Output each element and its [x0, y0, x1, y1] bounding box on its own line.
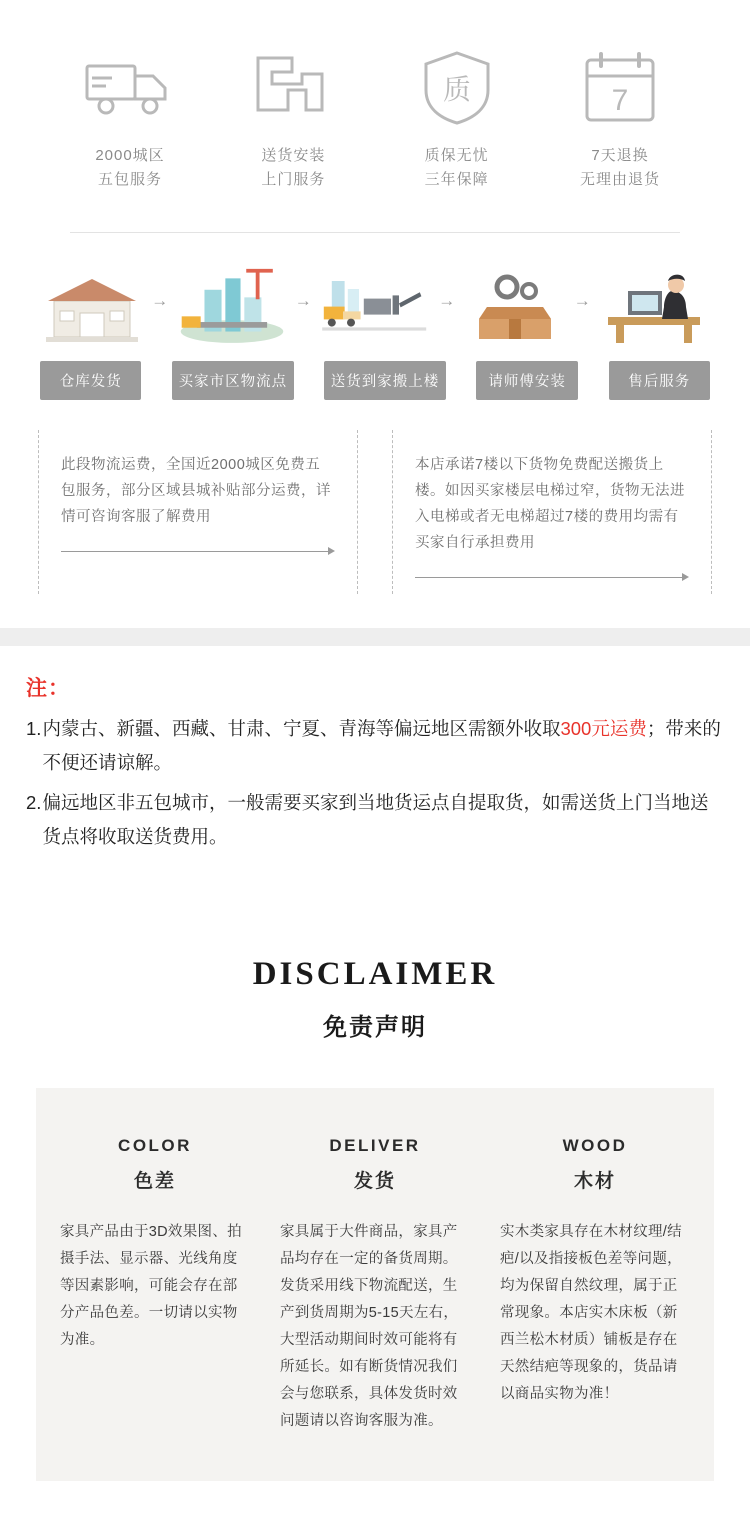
notice-title: 注：: [26, 677, 70, 700]
service-line-1: 7天退换: [591, 147, 649, 164]
label-gap: [294, 361, 325, 400]
box-tools-icon: [463, 261, 567, 347]
logistics-note-right-text: 本店承诺7楼以下货物免费配送搬货上楼。如因买家楼层电梯过窄，货物无法进入电梯或者无电梯超过7楼的费用均需有买家自行承担费用: [415, 457, 685, 551]
label-gap: [141, 361, 172, 400]
service-item-text: [560, 144, 680, 192]
flow-step-after-sales: [598, 261, 710, 347]
column-title-en: WOOD: [562, 1136, 628, 1155]
notice-section: [0, 646, 750, 886]
flow-step-city-logistics: [176, 261, 288, 347]
service-line-1: 送货安装: [261, 147, 326, 164]
service-item-shipping: [70, 48, 190, 192]
notice-item: [26, 786, 724, 854]
disclaimer-column-deliver: [280, 1136, 470, 1435]
notice-text-highlight: 300元运费: [560, 718, 647, 739]
logistics-flow-labels: [0, 347, 750, 400]
warehouse-icon: [40, 261, 144, 347]
logistics-notes: [0, 400, 750, 594]
flow-label-warehouse: 仓库发货: [40, 361, 141, 400]
column-body: 家具属于大件商品，家具产品均存在一定的备货周期。发货采用线下物流配送，生产到货周期为5-15天左右，大型活动期间时效可能将有所延长。如有断货情况我们会与您联系，具体发货时效问题请以咨询客服为准。: [280, 1224, 459, 1429]
flow-arrow: →: [151, 291, 169, 310]
bottom-spacer: [0, 1481, 750, 1517]
notice-item: [26, 712, 724, 780]
column-body: 家具产品由于3D效果图、拍摄手法、显示器、光线角度等因素影响，可能会存在部分产品色差。一切请以实物为准。: [60, 1224, 242, 1348]
notice-text-part: ；带来的不便还请谅解。: [42, 718, 721, 773]
logistics-note-right: [392, 430, 712, 594]
column-title-en: DELIVER: [329, 1136, 421, 1155]
note-arrow-icon: [61, 544, 335, 558]
service-line-2: 三年保障: [424, 171, 489, 188]
disclaimer-title-cn: 免责声明: [323, 1014, 427, 1041]
column-title-cn: 发货: [353, 1171, 396, 1192]
note-arrow-icon: [415, 570, 689, 584]
delivery-install-icon: [233, 48, 353, 126]
disclaimer-column-color: [60, 1136, 250, 1435]
flow-arrow: →: [438, 291, 456, 310]
truck-crane-icon: [319, 261, 431, 347]
service-item-text: [233, 144, 353, 192]
disclaimer-header: [0, 886, 750, 1042]
service-item-return: [560, 48, 680, 192]
flow-step-home-delivery: [319, 261, 431, 347]
quality-shield-icon: [397, 48, 517, 126]
notice-text-part: 内蒙古、新疆、西藏、甘肃、宁夏、青海等偏远地区需额外收取: [42, 718, 561, 739]
column-title-en: COLOR: [118, 1136, 192, 1155]
city-logistics-icon: [176, 261, 288, 347]
flow-label-home-delivery: 送货到家搬上楼: [324, 361, 445, 400]
notice-item-number: 2.: [26, 792, 42, 813]
service-feature-row: [0, 0, 750, 192]
truck-icon: [70, 48, 190, 126]
service-item-text: [70, 144, 190, 192]
service-line-1: 2000城区: [95, 147, 165, 164]
svg-text:质: 质: [442, 74, 471, 105]
service-line-2: 上门服务: [261, 171, 326, 188]
flow-arrow: →: [573, 291, 591, 310]
label-gap: [578, 361, 609, 400]
flow-label-city-logistics: 买家市区物流点: [172, 361, 293, 400]
disclaimer-column-wood: [500, 1136, 690, 1435]
service-item-warranty: [397, 48, 517, 192]
section-separator: [0, 628, 750, 646]
flow-label-after-sales: 售后服务: [609, 361, 710, 400]
flow-step-assembly: [463, 261, 567, 347]
flow-arrow: →: [294, 291, 312, 310]
notice-item-text: 偏远地区非五包城市，一般需要买家到当地货运点自提取货，如需送货上门当地送货点将收取送货费用。: [42, 792, 709, 847]
logistics-note-left-text: 此段物流运费，全国近2000城区免费五包服务，部分区域县城补贴部分运费，详情可咨询客服了解费用: [61, 457, 331, 525]
disclaimer-panel: [36, 1088, 714, 1481]
logistics-flow-illustrations: [0, 233, 750, 347]
notice-item-number: 1.: [26, 718, 42, 739]
label-gap: [446, 361, 477, 400]
calendar-7-icon: [560, 48, 680, 126]
svg-text:7: 7: [611, 84, 629, 117]
service-line-2: 五包服务: [97, 171, 162, 188]
disclaimer-title-en: DISCLAIMER: [252, 956, 498, 992]
service-line-2: 无理由退货: [579, 171, 660, 188]
column-title-cn: 木材: [573, 1171, 616, 1192]
service-desk-icon: [598, 261, 710, 347]
flow-label-assembly: 请师傅安装: [476, 361, 577, 400]
column-body: 实木类家具存在木材纹理/结疤/以及指接板色差等问题，均为保留自然纹理，属于正常现象。本店实木床板（新西兰松木材质）铺板是存在天然结疤等现象的，货品请以商品实物为准！: [500, 1224, 682, 1402]
notice-item-text: [42, 712, 724, 780]
flow-step-warehouse: [40, 261, 144, 347]
service-line-1: 质保无忧: [424, 147, 489, 164]
service-item-install: [233, 48, 353, 192]
column-title-cn: 色差: [133, 1171, 176, 1192]
logistics-note-left: [38, 430, 358, 594]
service-item-text: [397, 144, 517, 192]
